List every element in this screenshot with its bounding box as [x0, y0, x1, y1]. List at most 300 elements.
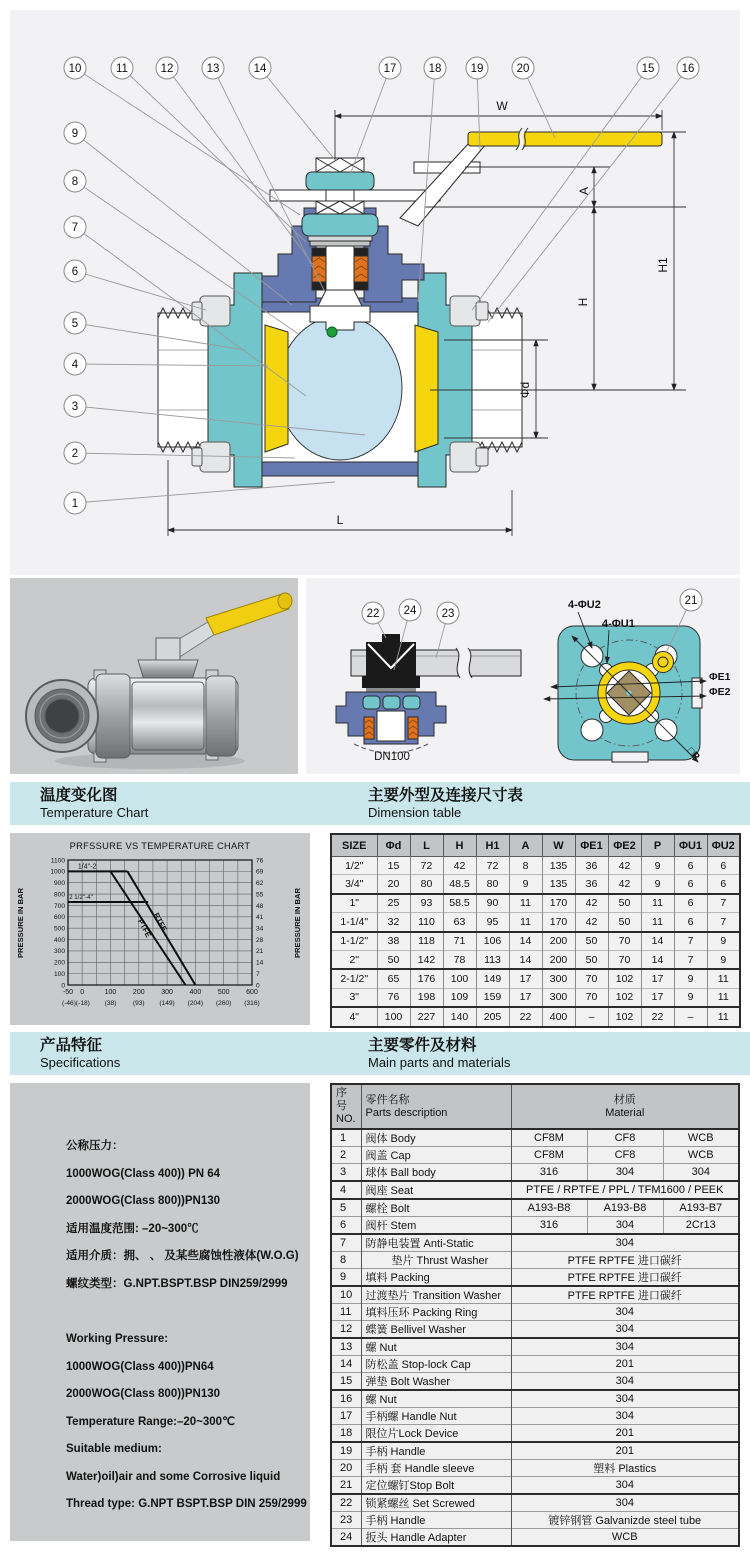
parts-row-8: [331, 1252, 739, 1269]
anti-static-ball: [327, 327, 337, 337]
svg-text:300: 300: [53, 948, 65, 956]
dim-col-header: SIZE: [331, 834, 377, 857]
dim-cell: 113: [476, 950, 509, 969]
parts-row-15: [331, 1373, 739, 1391]
dim-cell: 6: [674, 913, 707, 932]
label-4-phiU2: 4-ΦU2: [568, 599, 601, 611]
dim-cell: 70: [575, 988, 608, 1007]
dim-cell: 9: [707, 950, 740, 969]
part-material: PTFE RPTFE 进口碳纤: [511, 1252, 739, 1269]
parts-row-22: [331, 1494, 739, 1512]
svg-text:21: 21: [256, 948, 264, 956]
valve-cross-section-panel: [10, 10, 740, 575]
dim-cell: 3/4": [331, 875, 377, 894]
dim-cell: 17: [509, 988, 542, 1007]
label-phiE1: ΦE1: [709, 671, 731, 683]
chart-title: PRFSSURE VS TEMPERATURE CHART: [69, 841, 251, 851]
part-number: 20: [331, 1460, 361, 1477]
dim-cell: 4": [331, 1007, 377, 1026]
dim-cell: 71: [443, 932, 476, 951]
spec-line: Water)oil)air and some Corrosive liquid: [66, 1470, 281, 1483]
dim-cell: 63: [443, 913, 476, 932]
chart-x-ticks: [63, 989, 258, 996]
spec-line: 螺纹类型：G.NPT.BSPT.BSP DIN259/2999: [66, 1277, 288, 1290]
dim-cell: 48.5: [443, 875, 476, 894]
part-material: 304: [587, 1164, 663, 1182]
dim-cell: 1-1/4": [331, 913, 377, 932]
dim-cell: 38: [377, 932, 410, 951]
svg-text:(316): (316): [244, 1000, 260, 1007]
dim-cell: 17: [641, 988, 674, 1007]
label-P: □P: [684, 745, 702, 763]
dim-cell: 140: [443, 1007, 476, 1026]
callout-number: 15: [641, 63, 655, 75]
svg-text:200: 200: [132, 989, 145, 996]
dim-cell: 11: [641, 894, 674, 913]
part-number: 9: [331, 1269, 361, 1287]
callout-number: 17: [383, 63, 397, 75]
detail-diagrams-panel: [306, 578, 740, 774]
dim-cell: 200: [542, 932, 575, 951]
dim-cell: 14: [509, 950, 542, 969]
part-material: 2Cr13: [663, 1217, 739, 1235]
svg-text:76: 76: [256, 857, 264, 865]
part-material: 304: [511, 1234, 739, 1252]
svg-text:34: 34: [256, 925, 264, 933]
dim-col-header: A: [509, 834, 542, 857]
dimension-table: [330, 833, 741, 1028]
part-material: 201: [511, 1442, 739, 1460]
dim-cell: 300: [542, 988, 575, 1007]
parts-row-19: [331, 1442, 739, 1460]
svg-text:100: 100: [53, 970, 65, 978]
part-material: 镀锌钢管 Galvanizde steel tube: [511, 1512, 739, 1529]
svg-text:28: 28: [256, 936, 264, 944]
svg-text:100: 100: [104, 989, 117, 996]
dim-label-h1: H1: [656, 257, 670, 273]
dim-cell: 72: [410, 857, 443, 875]
callout-number: 4: [71, 359, 79, 371]
spec-line: Suitable medium:: [66, 1443, 162, 1455]
part-name: 阀座 Seat: [361, 1181, 511, 1199]
dim-cell: 110: [410, 913, 443, 932]
parts-row-18: [331, 1425, 739, 1443]
part-material: 304: [511, 1373, 739, 1391]
part-material: 304: [663, 1164, 739, 1182]
part-name: 阀杆 Stem: [361, 1217, 511, 1235]
photo-valve-body: [26, 638, 238, 762]
parts-and-materials-table: [330, 1083, 740, 1547]
dim-cell: 142: [410, 950, 443, 969]
handle-grip: [468, 132, 662, 146]
callout-number: 8: [71, 176, 79, 188]
svg-text:200: 200: [53, 959, 65, 967]
dim-col-header: ΦU2: [707, 834, 740, 857]
part-material: 塑料 Plastics: [511, 1460, 739, 1477]
callout-number: 2: [71, 448, 79, 460]
dim-cell: 227: [410, 1007, 443, 1026]
part-number: 12: [331, 1321, 361, 1339]
dim-cell: 14: [641, 950, 674, 969]
dim-cell: 42: [443, 857, 476, 875]
svg-text:300: 300: [161, 989, 173, 996]
part-name: 填料 Packing: [361, 1269, 511, 1287]
parts-row-4: [331, 1181, 739, 1199]
part-name: 垫片 Thrust Washer: [361, 1252, 511, 1269]
callout-16: [488, 57, 699, 322]
dim-cell: 11: [707, 1007, 740, 1026]
part-name: 手柄 套 Handle sleeve: [361, 1460, 511, 1477]
dim-cell: 42: [575, 913, 608, 932]
part-name: 防松盖 Stop-lock Cap: [361, 1356, 511, 1373]
section-header-specs: [10, 1032, 340, 1075]
dim-label-a: A: [577, 186, 591, 196]
parts-col-header: 序号 NO.: [331, 1084, 361, 1129]
callout-6: [64, 260, 206, 310]
svg-text:(-46)(-18): (-46)(-18): [62, 1000, 90, 1007]
dim-cell: 118: [410, 932, 443, 951]
part-material: 304: [511, 1390, 739, 1408]
spec-line: Thread type: G.NPT BSPT.BSP DIN 259/2999: [66, 1498, 307, 1510]
chart-y-ticks-left: [50, 857, 65, 989]
flange-notch-right: [692, 678, 702, 708]
parts-col-header: 材质 Material: [511, 1084, 739, 1129]
part-number: 15: [331, 1373, 361, 1391]
dim-row-3in: [331, 988, 740, 1007]
stem-flare: [318, 290, 362, 306]
dim-col-header: Φd: [377, 834, 410, 857]
part-material: 304: [587, 1217, 663, 1235]
callout-12: [156, 57, 314, 266]
part-name: 螺 Nut: [361, 1390, 511, 1408]
part-material: CF8: [587, 1129, 663, 1147]
dim-cell: 70: [608, 932, 641, 951]
callout-number: 24: [403, 605, 417, 617]
handle-lever: [400, 144, 486, 226]
dimension-table-panel: [330, 833, 740, 1025]
dim-col-header: ΦU1: [674, 834, 707, 857]
dim-row-2-1/2in: [331, 969, 740, 988]
callout-10: [64, 57, 300, 215]
part-material: CF8M: [511, 1129, 587, 1147]
svg-text:69: 69: [256, 868, 264, 876]
dim-col-header: W: [542, 834, 575, 857]
part-material: WCB: [511, 1529, 739, 1547]
part-name: 蝶簧 Bellivel Washer: [361, 1321, 511, 1339]
part-number: 8: [331, 1252, 361, 1269]
dim-cell: 80: [410, 875, 443, 894]
label-4-phiU1: 4-ΦU1: [602, 618, 635, 630]
photo-handle-grip: [206, 594, 289, 635]
svg-text:600: 600: [246, 989, 258, 996]
section-header-dimension: [330, 782, 750, 825]
part-name: 过渡垫片 Transition Washer: [361, 1286, 511, 1304]
parts-row-2: [331, 1147, 739, 1164]
callout-number: 7: [71, 222, 79, 234]
label-phiE2: ΦE2: [709, 686, 731, 698]
svg-text:0: 0: [256, 982, 260, 990]
svg-text:500: 500: [217, 989, 230, 996]
dim-row-3/4in: [331, 875, 740, 894]
left-seat: [265, 325, 288, 452]
callout-number: 16: [681, 63, 695, 75]
dim-cell: 70: [575, 969, 608, 988]
svg-text:700: 700: [53, 902, 65, 910]
dim-cell: 102: [608, 988, 641, 1007]
part-name: 扳头 Handle Adapter: [361, 1529, 511, 1547]
dim-cell: 14: [641, 932, 674, 951]
dim-cell: 100: [443, 969, 476, 988]
callout-number: 9: [71, 128, 79, 140]
right-threaded-end: [472, 313, 522, 447]
dim-cell: 50: [608, 894, 641, 913]
callout-number: 22: [366, 608, 380, 620]
handle-nut: [306, 172, 374, 190]
dim-cell: 2": [331, 950, 377, 969]
dim-cell: 65: [377, 969, 410, 988]
dimension-title-zh: 主要外型及连接尺寸表: [368, 787, 524, 804]
svg-text:600: 600: [53, 914, 65, 922]
parts-row-13: [331, 1338, 739, 1356]
callout-number: 1: [71, 498, 79, 510]
part-number: 2: [331, 1147, 361, 1164]
handle-stop-plate: [270, 190, 440, 201]
part-name: 手柄 Handle: [361, 1442, 511, 1460]
specifications-panel: [10, 1083, 310, 1541]
svg-text:(93): (93): [132, 1000, 145, 1007]
parts-row-11: [331, 1304, 739, 1321]
dim-cell: 93: [410, 894, 443, 913]
callout-number: 10: [68, 63, 82, 75]
dim-label-l: L: [336, 513, 344, 527]
svg-text:(149): (149): [159, 1000, 175, 1007]
dn100-label: DN100: [374, 751, 410, 763]
dim-cell: –: [674, 1007, 707, 1026]
parts-title-zh: 主要零件及材料: [368, 1037, 477, 1054]
product-photo-panel: [10, 578, 298, 774]
callout-number: 6: [71, 266, 79, 278]
part-number: 7: [331, 1234, 361, 1252]
dim-cell: 70: [608, 950, 641, 969]
parts-title-en: Main parts and materials: [368, 1055, 511, 1070]
specs-english-block: [10, 1298, 310, 1519]
dim-cell: 36: [575, 857, 608, 875]
dim-cell: 78: [443, 950, 476, 969]
part-name: 弹垫 Bolt Washer: [361, 1373, 511, 1391]
parts-col-header: 零件名称 Parts description: [361, 1084, 511, 1129]
svg-text:(38): (38): [104, 1000, 117, 1007]
svg-text:900: 900: [53, 880, 65, 888]
svg-text:1100: 1100: [50, 857, 65, 865]
callout-11: [111, 57, 306, 242]
parts-row-7: [331, 1234, 739, 1252]
spec-line: 2000WOG(Class 800))PN130: [66, 1195, 221, 1207]
parts-row-21: [331, 1477, 739, 1495]
handle-adapter: [362, 634, 420, 692]
parts-row-16: [331, 1390, 739, 1408]
dim-cell: 11: [707, 969, 740, 988]
dim-row-1in: [331, 894, 740, 913]
part-number: 24: [331, 1529, 361, 1547]
dim-cell: 7: [674, 932, 707, 951]
section-header-parts: [330, 1032, 750, 1075]
dim-cell: 170: [542, 894, 575, 913]
part-material: A193-B8: [511, 1199, 587, 1217]
part-number: 16: [331, 1390, 361, 1408]
callout-number: 3: [71, 401, 79, 413]
stop-bolt: [653, 652, 674, 673]
dim-cell: 58.5: [443, 894, 476, 913]
part-number: 6: [331, 1217, 361, 1235]
dim-cell: 9: [674, 969, 707, 988]
dim-cell: 42: [608, 875, 641, 894]
parts-row-10: [331, 1286, 739, 1304]
dim-cell: 8: [509, 857, 542, 875]
callout-number: 18: [428, 63, 442, 75]
dim-cell: 22: [641, 1007, 674, 1026]
dim-cell: 149: [476, 969, 509, 988]
parts-row-14: [331, 1356, 739, 1373]
part-material: CF8M: [511, 1147, 587, 1164]
part-material: 304: [511, 1408, 739, 1425]
dim-cell: 11: [509, 894, 542, 913]
temperature-chart-panel: [10, 833, 310, 1025]
svg-text:(204): (204): [187, 1000, 204, 1007]
spec-line: 1000WOG(Class 400)) PN 64: [66, 1167, 221, 1180]
dimension-title-en: Dimension table: [368, 805, 462, 820]
parts-row-24: [331, 1529, 739, 1547]
chart-ylabel-left: PRESSURE IN BAR: [16, 887, 25, 959]
dim-cell: 7: [674, 950, 707, 969]
dn100-section: [336, 634, 521, 763]
specs-title-zh: 产品特征: [40, 1037, 103, 1054]
dim-cell: 205: [476, 1007, 509, 1026]
dim-cell: 50: [575, 950, 608, 969]
dim-cell: 3": [331, 988, 377, 1007]
dim-cell: 20: [377, 875, 410, 894]
part-material: PTFE RPTFE 进口碳纤: [511, 1269, 739, 1287]
dim-col-header: P: [641, 834, 674, 857]
dim-row-4in: [331, 1007, 740, 1026]
svg-text:14: 14: [256, 959, 264, 967]
part-number: 21: [331, 1477, 361, 1495]
dim-cell: 6: [674, 894, 707, 913]
annotation-small-sizes: 1/4"-2: [77, 863, 97, 871]
part-name: 螺栓 Bolt: [361, 1199, 511, 1217]
part-name: 填料压环 Packing Ring: [361, 1304, 511, 1321]
dim-cell: 22: [509, 1007, 542, 1026]
dim-cell: 7: [707, 913, 740, 932]
dim-cell: 198: [410, 988, 443, 1007]
svg-text:48: 48: [256, 902, 264, 910]
dim-cell: 6: [674, 857, 707, 875]
part-material: 304: [511, 1477, 739, 1495]
dim-cell: –: [575, 1007, 608, 1026]
dim-cell: 159: [476, 988, 509, 1007]
part-number: 13: [331, 1338, 361, 1356]
part-material: 304: [511, 1494, 739, 1512]
dim-cell: 42: [575, 894, 608, 913]
dim-cell: 9: [509, 875, 542, 894]
part-material: 304: [511, 1338, 739, 1356]
specs-title-en: Specifications: [40, 1055, 121, 1070]
body-bottom-plate: [262, 462, 418, 476]
spec-line: 适用温度范围: –20~300℃: [66, 1222, 199, 1235]
dim-cell: 9: [707, 932, 740, 951]
dim-cell: 9: [641, 875, 674, 894]
part-number: 18: [331, 1425, 361, 1443]
dim-cell: 200: [542, 950, 575, 969]
svg-text:62: 62: [256, 880, 264, 888]
ball: [278, 316, 402, 460]
dim-cell: 6: [707, 875, 740, 894]
svg-text:7: 7: [256, 970, 260, 978]
dim-cell: 135: [542, 857, 575, 875]
dim-cell: 15: [377, 857, 410, 875]
callout-number: 20: [516, 63, 530, 75]
part-number: 10: [331, 1286, 361, 1304]
dim-cell: 2-1/2": [331, 969, 377, 988]
part-number: 23: [331, 1512, 361, 1529]
svg-text:0: 0: [61, 982, 65, 990]
dim-cell: 102: [608, 1007, 641, 1026]
right-seat: [415, 325, 438, 452]
part-material: 304: [511, 1304, 739, 1321]
dim-cell: 9: [674, 988, 707, 1007]
dim-cell: 50: [575, 932, 608, 951]
temperature-chart: [10, 833, 310, 1025]
dim-cell: 11: [707, 988, 740, 1007]
annotation-rtfe: RTFE: [151, 911, 169, 933]
parts-row-17: [331, 1408, 739, 1425]
dim-cell: 1/2": [331, 857, 377, 875]
callout-22: [362, 602, 386, 638]
dim-cell: 170: [542, 913, 575, 932]
svg-text:55: 55: [256, 891, 264, 899]
part-number: 5: [331, 1199, 361, 1217]
annotation-ptfe: PTFE: [135, 917, 153, 939]
dim-cell: 106: [476, 932, 509, 951]
callout-14: [249, 57, 335, 160]
temperature-title-zh: 温度变化图: [40, 787, 118, 804]
part-material: WCB: [663, 1147, 739, 1164]
dim-col-header: ΦE1: [575, 834, 608, 857]
dim-cell: 17: [641, 969, 674, 988]
dim-row-2in: [331, 950, 740, 969]
callout-20: [512, 57, 555, 138]
svg-text:1000: 1000: [50, 868, 65, 876]
section-header-temperature: [10, 782, 340, 825]
dim-cell: 76: [377, 988, 410, 1007]
dim-cell: 135: [542, 875, 575, 894]
part-name: 阀体 Body: [361, 1129, 511, 1147]
dim-cell: 50: [377, 950, 410, 969]
part-material: 316: [511, 1164, 587, 1182]
callout-number: 21: [684, 595, 698, 607]
dim-cell: 17: [509, 969, 542, 988]
parts-row-5: [331, 1199, 739, 1217]
dim-cell: 32: [377, 913, 410, 932]
svg-text:(260): (260): [215, 1000, 232, 1007]
dim-cell: 80: [476, 875, 509, 894]
dim-cell: 36: [575, 875, 608, 894]
detail-diagrams: [306, 578, 740, 774]
spec-line: Temperature Range:–20~300℃: [66, 1415, 235, 1428]
dim-row-1/2in: [331, 857, 740, 875]
svg-text:41: 41: [256, 914, 264, 922]
spec-line: 1000WOG(Class 400))PN64: [66, 1360, 214, 1373]
svg-text:500: 500: [53, 925, 65, 933]
